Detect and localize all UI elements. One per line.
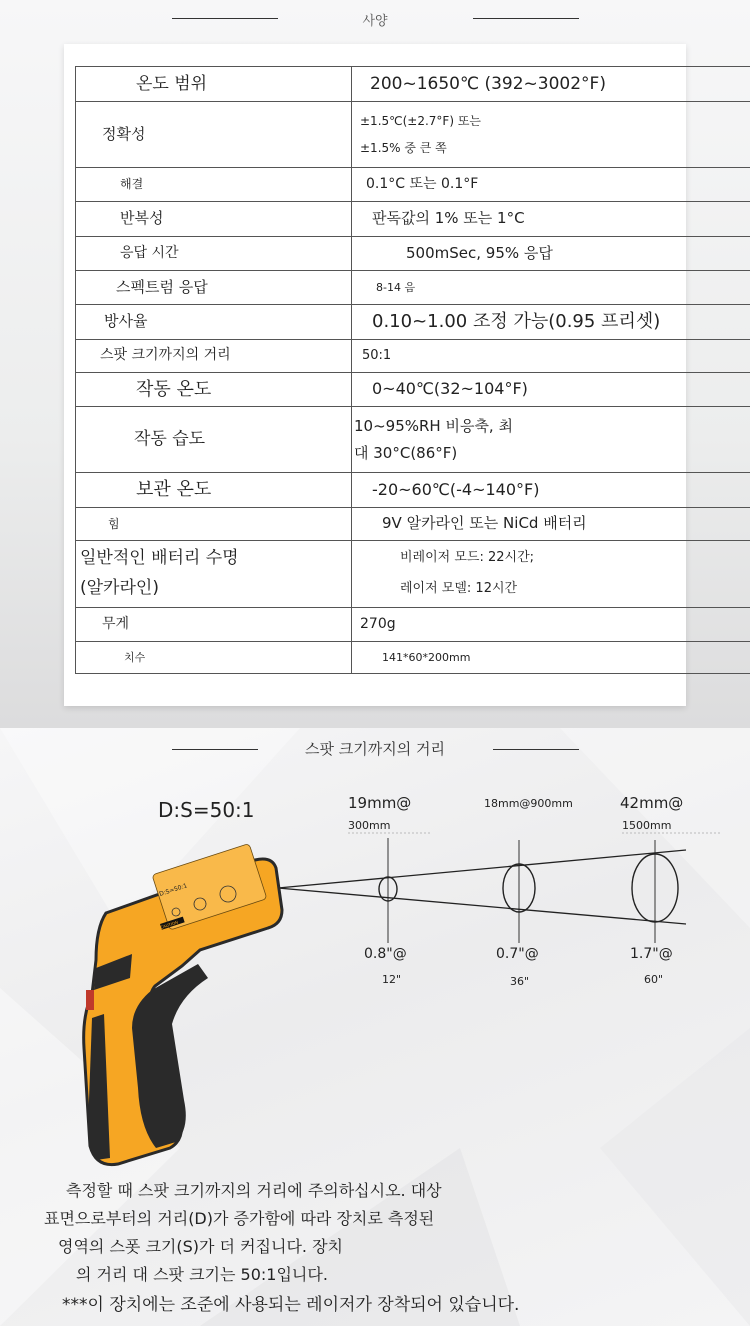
heading-rule-left [172, 18, 278, 19]
metric-spot-3: 42mm@ [620, 794, 684, 812]
spot-section [0, 728, 750, 1326]
spec-label: 온도 범위 [76, 67, 352, 102]
spec-table [75, 66, 750, 674]
spec-label: 해결 [76, 168, 352, 202]
spec-label: 반복성 [76, 202, 352, 237]
spec-value: 9V 알카라인 또는 NiCd 배터리 [352, 508, 750, 541]
note-line-2: 표면으로부터의 거리(D)가 증가함에 따라 장치로 측정된 [44, 1209, 435, 1228]
spec-row-power [76, 508, 750, 541]
imperial-spot-2: 0.7"@ [496, 946, 539, 962]
spot-heading-text: 스팟 크기까지의 거리 [305, 740, 445, 758]
imperial-distance-2: 36" [510, 975, 530, 988]
note-line-1: 측정할 때 스팟 크기까지의 거리에 주의하십시오. 대상 [66, 1181, 442, 1200]
imperial-spot-1: 0.8"@ [364, 946, 407, 962]
spec-value: 10~95%RH 비응축, 최 대 30°C(86°F) [352, 407, 750, 473]
spec-value: -20~60℃(-4~140°F) [352, 473, 750, 508]
spec-heading-text: 사양 [362, 14, 388, 29]
heading-rule-right [473, 18, 579, 19]
thermometer-gun-icon [84, 843, 282, 1164]
spec-label: 방사율 [76, 305, 352, 340]
spec-row-emissivity [76, 305, 750, 340]
trigger-button-icon [86, 990, 94, 1010]
spec-value: 0.10~1.00 조정 가능(0.95 프리셋) [352, 305, 750, 340]
spec-row-accuracy [76, 102, 750, 168]
spec-row-distance-to-spot [76, 340, 750, 373]
spec-label: 스펙트럼 응답 [76, 271, 352, 305]
note-line-3: 영역의 스폿 크기(S)가 더 커집니다. 장치 [58, 1237, 343, 1256]
spec-heading [0, 10, 750, 29]
beam-lower-edge [278, 888, 686, 924]
imperial-spot-3: 1.7"@ [630, 946, 673, 962]
note-line-5: ***이 장치에는 조준에 사용되는 레이저가 장착되어 있습니다. [62, 1295, 520, 1315]
spec-row-temperature-range [76, 67, 750, 102]
spec-label: 치수 [76, 642, 352, 674]
spec-card [64, 44, 686, 706]
spec-value: 50:1 [352, 340, 750, 373]
spec-row-dimensions [76, 642, 750, 674]
spec-value: 200~1650℃ (392~3002°F) [352, 67, 750, 102]
spec-label: 보관 온도 [76, 473, 352, 508]
spec-label: 정확성 [76, 102, 352, 168]
spec-row-operating-temperature [76, 373, 750, 407]
imperial-distance-1: 12" [382, 973, 402, 986]
spec-value: 270g [352, 608, 750, 642]
spec-row-repeatability [76, 202, 750, 237]
imperial-distance-3: 60" [644, 973, 664, 986]
spec-value: ±1.5℃(±2.7°F) 또는 ±1.5% 중 큰 쪽 [352, 102, 750, 168]
spec-label: 응답 시간 [76, 237, 352, 271]
ds-ratio-label: D:S=50:1 [158, 798, 255, 822]
spec-row-weight [76, 608, 750, 642]
device-caution-text: CAUTION [159, 919, 179, 930]
spec-label: 스팟 크기까지의 거리 [76, 340, 352, 373]
spec-label: 힘 [76, 508, 352, 541]
metric-distance-1: 300mm [348, 819, 391, 832]
metric-distance-3: 1500mm [622, 819, 672, 832]
spec-value: 판독값의 1% 또는 1°C [352, 202, 750, 237]
spec-value: 500mSec, 95% 응답 [352, 237, 750, 271]
spec-value: 141*60*200mm [352, 642, 750, 674]
spec-label: 작동 습도 [76, 407, 352, 473]
metric-spot-1: 19mm@ [348, 794, 412, 812]
spec-value: 0.1°C 또는 0.1°F [352, 168, 750, 202]
spec-row-resolution [76, 168, 750, 202]
spec-row-spectral-response [76, 271, 750, 305]
spec-row-battery-life [76, 541, 750, 608]
spec-label: 무게 [76, 608, 352, 642]
spec-value: 8-14 음 [352, 271, 750, 305]
spec-row-storage-temperature [76, 473, 750, 508]
spec-row-operating-humidity [76, 407, 750, 473]
spec-value: 0~40℃(32~104°F) [352, 373, 750, 407]
spec-value: 비레이저 모드: 22시간; 레이저 모델: 12시간 [352, 541, 750, 608]
spec-label: 일반적인 배터리 수명 (알카라인) [76, 541, 352, 608]
device-ratio-text: D:S=50:1 [158, 882, 189, 898]
metric-spot-2: 18mm@900mm [484, 797, 573, 810]
note-line-4: 의 거리 대 스팟 크기는 50:1입니다. [76, 1265, 328, 1284]
spec-label: 작동 온도 [76, 373, 352, 407]
spec-row-response-time [76, 237, 750, 271]
beam-upper-edge [278, 850, 686, 888]
